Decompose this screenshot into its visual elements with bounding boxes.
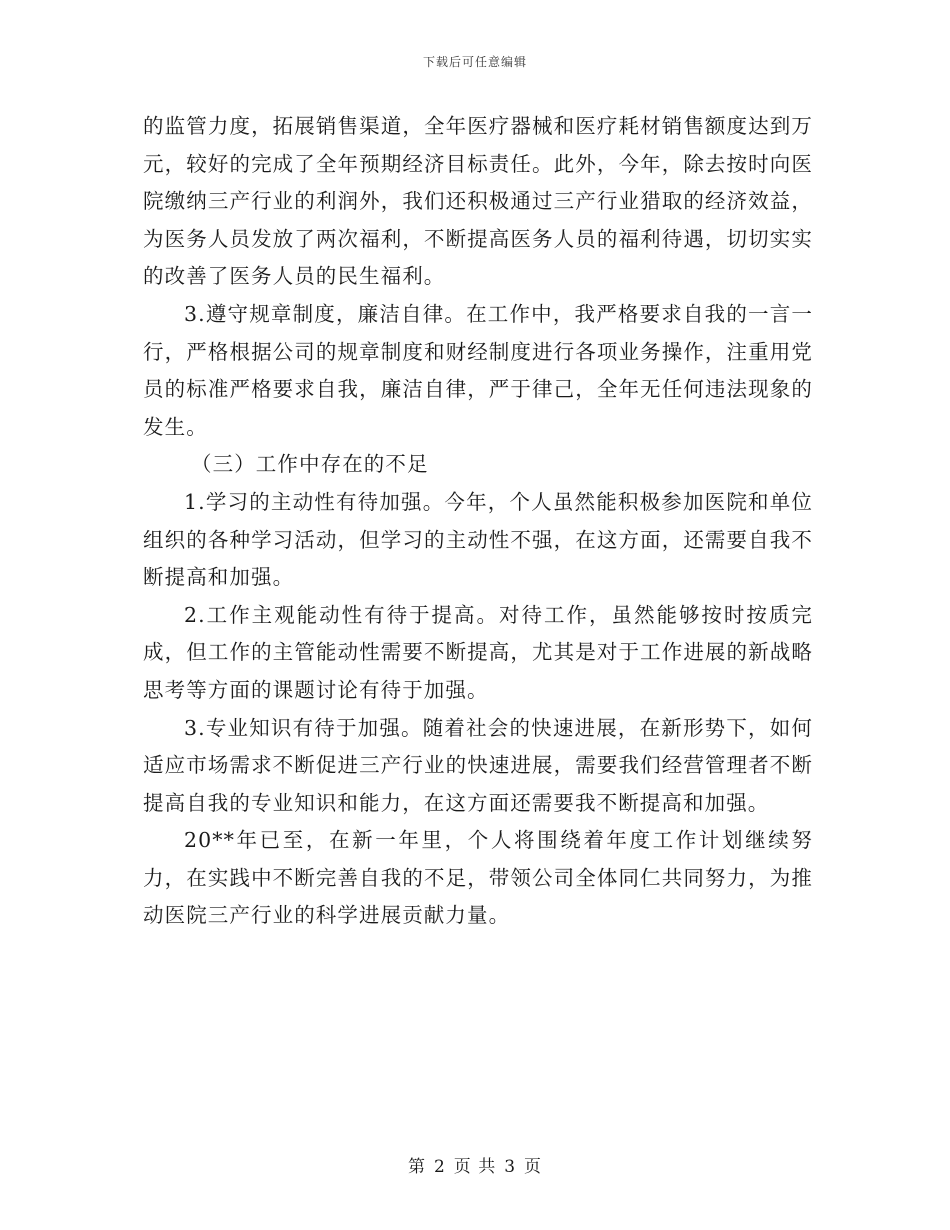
paragraph-learning-initiative: 1.学习的主动性有待加强。今年，个人虽然能积极参加医院和单位组织的各种学习活动，但学习的主动性不强，在这方面，还需要自我不断提高和加强。 — [143, 489, 813, 590]
footer-total-pages: 3 — [504, 1157, 517, 1177]
paragraph-rules-discipline: 3.遵守规章制度，廉洁自律。在工作中，我严格要求自我的一言一行，严格根据公司的规章制度和财经制度进行各项业务操作，注重用党员的标准严格要求自我，廉洁自律，严于律己，全年无任何违法现象的发生。 — [143, 301, 813, 439]
paragraph-new-year-outlook: 20**年已至，在新一年里，个人将围绕着年度工作计划继续努力，在实践中不断完善自我的不足，带领公司全体同仁共同努力，为推动医院三产行业的科学进展贡献力量。 — [143, 828, 813, 928]
document-body — [143, 108, 813, 935]
page-number-footer — [0, 1152, 950, 1177]
paragraph-sales-results: 的监管力度，拓展销售渠道，全年医疗器械和医疗耗材销售额度达到万元，较好的完成了全年预期经济目标责任。此外，今年，除去按时向医院缴纳三产行业的利润外，我们还积极通过三产行业猎取的经济效益，为医务人员发放了两次福利，不断提高医务人员的福利待遇，切切实实的改善了医务人员的民生福利。 — [143, 114, 813, 289]
paragraph-work-initiative: 2.工作主观能动性有待于提高。对待工作，虽然能够按时按质完成，但工作的主管能动性需要不断提高，尤其是对于工作进展的新战略思考等方面的课题讨论有待于加强。 — [143, 602, 813, 702]
footer-middle: 页 共 — [453, 1157, 497, 1177]
footer-current-page: 2 — [433, 1157, 446, 1177]
page-header: 下载后可任意编辑 — [422, 55, 527, 69]
section-heading-shortcomings: （三）工作中存在的不足 — [191, 452, 429, 477]
footer-suffix: 页 — [524, 1157, 543, 1177]
paragraph-professional-knowledge: 3.专业知识有待于加强。随着社会的快速进展，在新形势下，如何适应市场需求不断促进三产行业的快速进展，需要我们经营管理者不断提高自我的专业知识和能力，在这方面还需要我不断提高和加强。 — [143, 715, 813, 815]
footer-prefix: 第 — [407, 1157, 426, 1177]
